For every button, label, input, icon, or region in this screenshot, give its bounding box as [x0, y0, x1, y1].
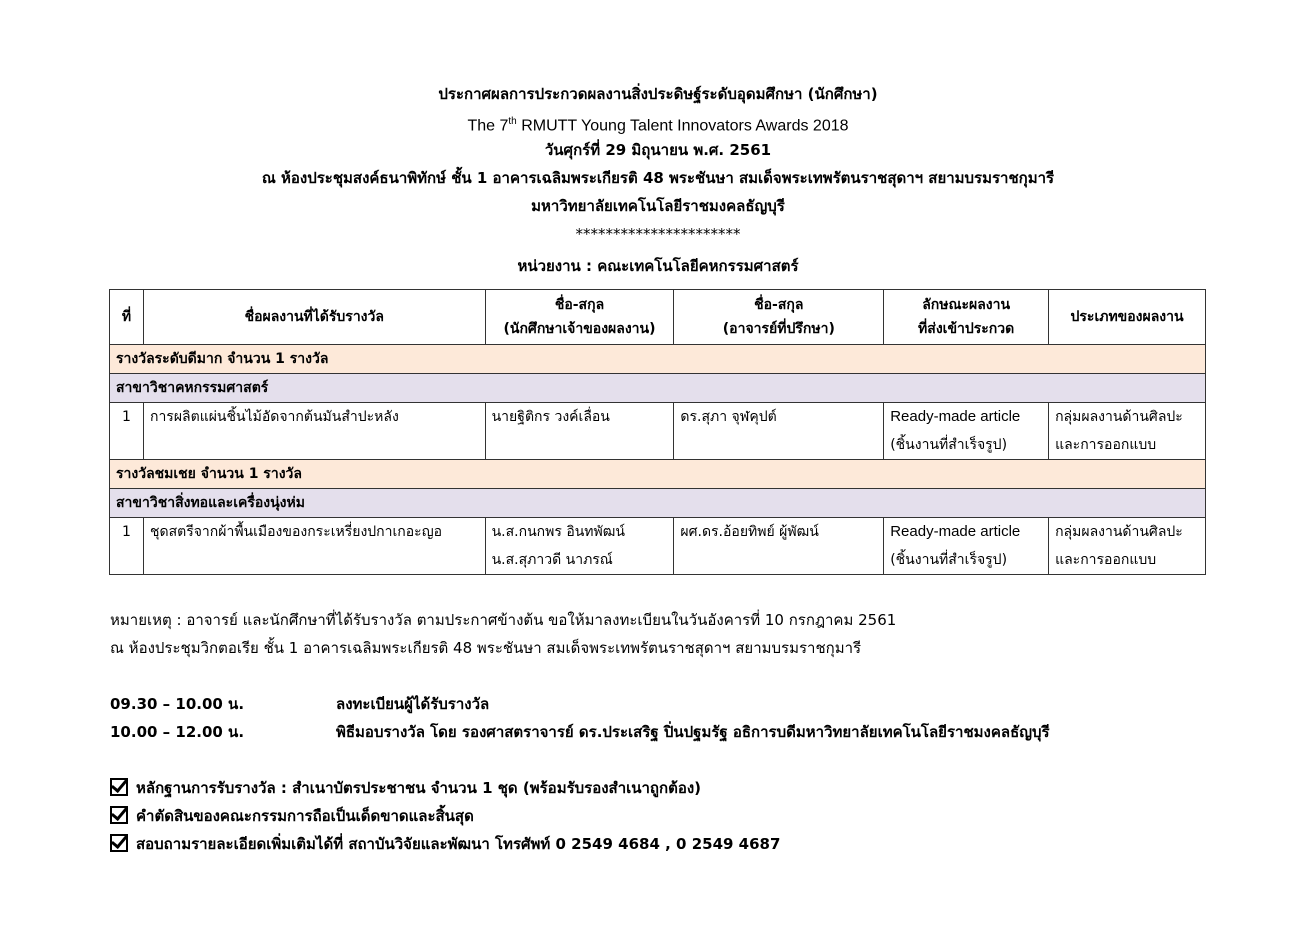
- event-venue: ณ ห้องประชุมสงค์ธนาพิทักษ์ ชั้น 1 อาคารเฉลิมพระเกียรติ 48 พระชันษา สมเด็จพระเทพรัตนราชสุดาฯ สยามบรมราชกุมารี: [261, 169, 1055, 187]
- university-name: มหาวิทยาลัยเทคโนโลยีราชมงคลธัญบุรี: [531, 197, 785, 215]
- cell-type: กลุ่มผลงานด้านศิลปะ และการออกแบบ: [1049, 518, 1206, 575]
- department-row: สาขาวิชาสิ่งทอและเครื่องนุ่งห่ม: [110, 489, 1206, 518]
- department-row: สาขาวิชาคหกรรมศาสตร์: [110, 374, 1206, 403]
- header-type: ประเภทของผลงาน: [1049, 290, 1206, 345]
- table-header-row: [110, 290, 1206, 345]
- cell-work: การผลิตแผ่นชิ้นไม้อัดจากต้นมันสำปะหลัง: [143, 403, 485, 460]
- event-date: วันศุกร์ที่ 29 มิถุนายน พ.ศ. 2561: [544, 141, 772, 159]
- table-row: [110, 518, 1206, 575]
- category-row: รางวัลชมเชย จำนวน 1 รางวัล: [110, 460, 1206, 489]
- cell-no: 1: [110, 403, 144, 460]
- remark-line-1: หมายเหตุ : อาจารย์ และนักศึกษาที่ได้รับรางวัล ตามประกาศข้างต้น ขอให้มาลงทะเบียนในวันอังคารที่ 10 กรกฎาคม 2561: [110, 611, 897, 629]
- header-work: ชื่อผลงานที่ได้รับรางวัล: [143, 290, 485, 345]
- unit-name: หน่วยงาน : คณะเทคโนโลยีคหกรรมศาสตร์: [517, 257, 799, 275]
- schedule-item: 10.00 – 12.00 น. พิธีมอบรางวัล โดย รองศาสตราจารย์ ดร.ประเสริฐ ปิ่นปฐมรัฐ อธิการบดีมหาวิทยาลัยเทคโนโลยีราชมงคลธัญบุรี: [110, 723, 1050, 741]
- header-no: ที่: [110, 290, 144, 345]
- cell-no: 1: [110, 518, 144, 575]
- category-row: รางวัลระดับดีมาก จำนวน 1 รางวัล: [110, 345, 1206, 374]
- cell-student: นายฐิติกร วงค์เลื่อน: [485, 403, 674, 460]
- remark-line-2: ณ ห้องประชุมวิกตอเรีย ชั้น 1 อาคารเฉลิมพระเกียรติ 48 พระชันษา สมเด็จพระเทพรัตนราชสุดาฯ สยามบรมราชกุมารี: [110, 639, 862, 657]
- checklist-item: คำตัดสินของคณะกรรมการถือเป็นเด็ดขาดและสิ้นสุด: [110, 802, 780, 830]
- remarks: [110, 606, 1260, 662]
- checkbox-checked-icon: [110, 806, 128, 824]
- checklist-item: สอบถามรายละเอียดเพิ่มเติมได้ที่ สถาบันวิจัยและพัฒนา โทรศัพท์ 0 2549 4684 , 0 2549 4687: [110, 830, 780, 858]
- event-title: The 7th RMUTT Young Talent Innovators Awards 2018: [467, 116, 849, 135]
- checkbox-checked-icon: [110, 834, 128, 852]
- header-advisor: ชื่อ-สกุล (อาจารย์ที่ปรึกษา): [674, 290, 884, 345]
- schedule: [110, 690, 1050, 746]
- checklist: [110, 774, 780, 858]
- table-row: [110, 403, 1206, 460]
- cell-advisor: ดร.สุภา จุฬคุปต์: [674, 403, 884, 460]
- announcement-title: ประกาศผลการประกวดผลงานสิ่งประดิษฐ์ระดับอุดมศึกษา (นักศึกษา): [438, 85, 878, 103]
- cell-student: น.ส.กนกพร อินทพัฒน์ น.ส.สุภาวดี นาภรณ์: [485, 518, 674, 575]
- header-nature: ลักษณะผลงาน ที่ส่งเข้าประกวด: [884, 290, 1049, 345]
- header-student: ชื่อ-สกุล (นักศึกษาเจ้าของผลงาน): [485, 290, 674, 345]
- schedule-item: 09.30 – 10.00 น. ลงทะเบียนผู้ได้รับรางวัล: [110, 695, 490, 713]
- cell-advisor: ผศ.ดร.อ้อยทิพย์ ผู้พัฒน์: [674, 518, 884, 575]
- cell-nature: Ready-made article (ชิ้นงานที่สำเร็จรูป): [884, 403, 1049, 460]
- document-header: [0, 80, 1316, 280]
- checklist-item: หลักฐานการรับรางวัล : สำเนาบัตรประชาชน จำนวน 1 ชุด (พร้อมรับรองสำเนาถูกต้อง): [110, 774, 780, 802]
- cell-nature: Ready-made article (ชิ้นงานที่สำเร็จรูป): [884, 518, 1049, 575]
- awards-table: [109, 289, 1206, 575]
- cell-work: ชุดสตรีจากผ้าพื้นเมืองของกระเหรี่ยงปกาเกอะญอ: [143, 518, 485, 575]
- separator-stars: **********************: [575, 225, 741, 243]
- checkbox-checked-icon: [110, 778, 128, 796]
- cell-type: กลุ่มผลงานด้านศิลปะ และการออกแบบ: [1049, 403, 1206, 460]
